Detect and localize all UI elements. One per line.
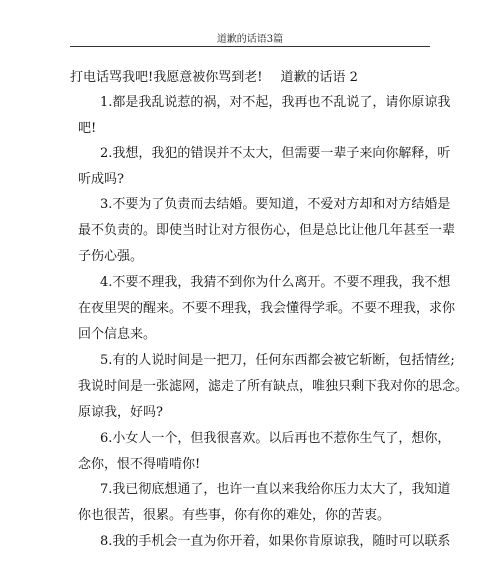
- paragraph-line: 1.都是我乱说惹的祸，对不起，我再也不乱说了，请你原谅我: [100, 95, 451, 110]
- paragraph-line: 听成吗?: [78, 172, 124, 187]
- paragraph-line: 在夜里哭的醒来。不要不理我，我会懂得学乖。不要不理我，求你: [78, 301, 456, 316]
- paragraph-6: [78, 426, 451, 478]
- paragraph-8: [100, 529, 450, 555]
- section-heading: 道歉的话语 2: [280, 70, 358, 85]
- lead-text: 打电话骂我吧!我愿意被你骂到老!: [70, 70, 263, 85]
- paragraph-line: 原谅我，好吗?: [78, 405, 163, 420]
- lead-line: [70, 66, 358, 85]
- paragraph-line: 6.小女人一个，但我很喜欢。以后再也不惹你生气了，想你，: [100, 431, 451, 446]
- paragraph-5: [78, 348, 469, 426]
- paragraph-line: 8.我的手机会一直为你开着，如果你肯原谅我，随时可以联系: [100, 534, 451, 549]
- paragraph-7: [78, 477, 451, 529]
- paragraph-2: [78, 141, 451, 193]
- paragraph-line: 念你，恨不得啃啃你!: [78, 457, 201, 472]
- paragraph-line: 回个信息来。: [78, 327, 157, 342]
- paragraph-line: 你也很苦，很累。有些事，你有你的难处，你的苦衷。: [78, 508, 391, 523]
- paragraph-line: 3.不要为了负责而去结婚。要知道，不爱对方却和对方结婚是: [100, 197, 451, 212]
- paragraph-line: 子伤心强。: [78, 249, 144, 264]
- paragraph-line: 5.有的人说时间是一把刀，任何东西都会被它斩断，包括情丝;: [100, 353, 455, 368]
- paragraph-line: 4.不要不理我，我猜不到你为什么离开。不要不理我，我不想: [100, 275, 451, 290]
- paragraph-4: [78, 270, 456, 348]
- paragraph-line: 最不负责的。即使当时让对方很伤心，但是总比让他几年甚至一辈: [78, 223, 456, 238]
- page-header-title: 道歉的话语3篇: [216, 34, 284, 45]
- paragraph-line: 2.我想，我犯的错误并不太大，但需要一辈子来向你解释，听: [100, 146, 451, 161]
- header-divider: [70, 46, 430, 47]
- paragraph-line: 吧!: [78, 121, 97, 136]
- paragraph-1: [78, 90, 451, 142]
- paragraph-line: 7.我已彻底想通了，也许一直以来我给你压力太大了，我知道: [100, 482, 451, 497]
- paragraph-3: [78, 192, 456, 270]
- paragraph-line: 我说时间是一张滤网，滤走了所有缺点，唯独只剩下我对你的思念。: [78, 379, 469, 394]
